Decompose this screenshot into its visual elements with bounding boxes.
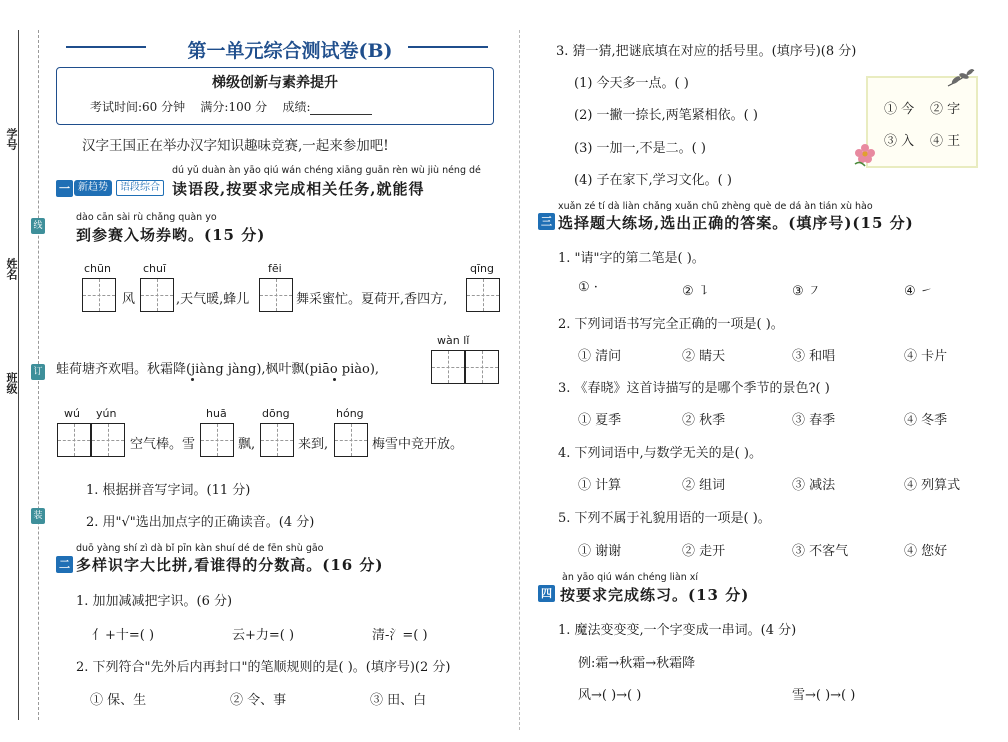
answer-1: ① 今 [884, 102, 915, 117]
pinyin-wu: wú [64, 407, 80, 420]
flower-decoration-icon [850, 142, 880, 168]
emphasis-dot-jiang [191, 378, 194, 381]
riddle-item-2: (2) 一撇一捺长,两笔紧相依。( ) [574, 108, 758, 123]
section-2-opt-1: ① 保、生 [90, 693, 147, 708]
student-id-label: 学号 [5, 128, 18, 150]
full-score: 满分:100 分 [200, 100, 268, 114]
section-3-number: 三 [538, 213, 555, 230]
text-dance: 舞采蜜忙。夏荷开,香四方, [296, 292, 448, 307]
riddle-item-4: (4) 子在家下,学习文化。( ) [574, 173, 732, 188]
section-1-title-1: 读语段,按要求完成相关任务,就能得 [172, 180, 425, 198]
s3-q2-opt1: ① 清问 [578, 349, 622, 364]
pinyin-yun: yún [96, 407, 117, 420]
score-blank[interactable] [310, 102, 372, 115]
class-label: 班级 [5, 372, 18, 394]
section-4-number: 四 [538, 585, 555, 602]
section-4-q1: 1. 魔法变变变,一个字变成一串词。(4 分) [558, 623, 797, 638]
text-laidao: 来到, [298, 437, 329, 452]
s3-q3-opt2: ② 秋季 [682, 413, 726, 428]
s3-q5-opt4: ④ 您好 [904, 544, 948, 559]
section-4-example: 例:霜→秋霜→秋霜降 [578, 656, 696, 671]
pinyin-dong: dōng [262, 407, 290, 420]
grid-yun[interactable] [91, 423, 125, 457]
section-3-pinyin: xuǎn zé tí dà liàn chǎng xuǎn chū zhèng què de dá àn tián xù hào [558, 201, 873, 212]
grid-qing[interactable] [466, 278, 500, 312]
leaf-decoration-icon [946, 66, 976, 90]
section-4-row-feng: 风→( )→( ) [578, 688, 642, 703]
section-2-number: 二 [56, 556, 73, 573]
s3-q2-opt3: ③ 和唱 [792, 349, 836, 364]
section-1-q1: 1. 根据拼音写字词。(11 分) [86, 483, 251, 498]
riddle-item-1: (1) 今天多一点。( ) [574, 76, 689, 91]
section-2-title: 多样识字大比拼,看谁得的分数高。(16 分) [76, 556, 384, 574]
page-divider [519, 30, 520, 730]
section-1-number: 一 [56, 180, 73, 197]
s3-q3: 3. 《春晓》这首诗描写的是哪个季节的景色?( ) [558, 381, 830, 396]
section-2-opt-3: ③ 田、白 [370, 693, 427, 708]
expr-3: 清-氵=( ) [372, 628, 428, 643]
grid-hong[interactable] [334, 423, 368, 457]
page-title: 第一单元综合测试卷(B) [187, 40, 393, 62]
s3-q1-opt2: ② ㇊ [682, 284, 711, 299]
seal-order-mark: 订 [31, 364, 45, 380]
s3-q1-opt4: ④ ㇀ [904, 284, 933, 299]
exam-info [90, 98, 372, 115]
s3-q3-opt4: ④ 冬季 [904, 413, 948, 428]
s3-q1-opt3: ③ ㇇ [792, 284, 821, 299]
answer-3: ③ 入 [884, 134, 915, 149]
expr-1: 亻+十=( ) [92, 628, 155, 643]
section-1-q2: 2. 用"√"选出加点字的正确读音。(4 分) [86, 515, 315, 530]
section-2-pinyin: duō yàng shí zì dà bǐ pīn kàn shuí dé de fēn shù gāo [76, 543, 324, 554]
grid-chun[interactable] [82, 278, 116, 312]
text-plum: 梅雪中竞开放。 [372, 437, 464, 452]
pinyin-hong: hóng [336, 407, 364, 420]
section-2-opt-2: ② 令、事 [230, 693, 287, 708]
grid-li[interactable] [465, 350, 499, 384]
seal-bind-mark: 装 [31, 508, 45, 524]
grid-fei[interactable] [259, 278, 293, 312]
intro-text: 汉字王国正在举办汉字知识趣味竞赛,一起来参加吧! [82, 138, 389, 154]
s3-q5-opt3: ③ 不客气 [792, 544, 849, 559]
score-label: 成绩: [282, 100, 311, 114]
section-3-title: 选择题大练场,选出正确的答案。(填序号)(15 分) [558, 214, 914, 232]
section-4-row-xue: 雪→( )→( ) [792, 688, 856, 703]
s3-q1: 1. "请"字的第二笔是( )。 [558, 251, 705, 266]
grid-wu[interactable] [57, 423, 91, 457]
section-4-pinyin: àn yāo qiú wán chéng liàn xí [562, 572, 699, 583]
pinyin-wanli: wàn lǐ [437, 334, 470, 347]
grid-wan[interactable] [431, 350, 465, 384]
new-trend-badge: 新趋势 [74, 180, 112, 196]
title-decoration-left [66, 46, 146, 48]
pinyin-qing: qīng [470, 262, 494, 275]
text-weather: ,天气暖,蜂儿 [176, 292, 250, 307]
section-1-pinyin-2: dào cān sài rù chǎng quàn yo [76, 212, 217, 223]
expr-2: 云+力=( ) [232, 628, 295, 643]
s3-q4-opt1: ① 计算 [578, 478, 622, 493]
answer-4: ④ 王 [930, 134, 961, 149]
s3-q4-opt3: ③ 减法 [792, 478, 836, 493]
text-line-2: 蛙荷塘齐欢唱。秋霜降(jiàng jàng),枫叶飘(piāo piào), [56, 362, 380, 377]
riddle-question: 3. 猜一猜,把谜底填在对应的括号里。(填序号)(8 分) [556, 44, 857, 59]
s3-q4-opt2: ② 组词 [682, 478, 726, 493]
emphasis-dot-piao [333, 378, 336, 381]
s3-q5: 5. 下列不属于礼貌用语的一项是( )。 [558, 511, 771, 526]
section-1-title-2: 到参赛入场券哟。(15 分) [76, 226, 266, 244]
pinyin-chui: chuī [143, 262, 167, 275]
s3-q3-opt1: ① 夏季 [578, 413, 622, 428]
s3-q3-opt3: ③ 春季 [792, 413, 836, 428]
text-piao: 飘, [238, 437, 256, 452]
grid-hua[interactable] [200, 423, 234, 457]
grid-dong[interactable] [260, 423, 294, 457]
exam-time: 考试时间:60 分钟 [90, 100, 186, 114]
riddle-item-3: (3) 一加一,不是二。( ) [574, 141, 706, 156]
seal-line-mark: 线 [31, 218, 45, 234]
text-feng: 风 [122, 292, 136, 307]
page-subtitle: 梯级创新与素养提升 [212, 75, 338, 91]
s3-q2-opt2: ② 睛天 [682, 349, 726, 364]
section-1-pinyin-1: dú yǔ duàn àn yāo qiú wán chéng xiāng guān rèn wù jiù néng dé [172, 165, 481, 176]
s3-q1-opt1: ① · [578, 280, 598, 295]
name-label: 姓名 [5, 258, 18, 280]
pinyin-fei: fēi [268, 262, 282, 275]
grid-chui[interactable] [140, 278, 174, 312]
paragraph-tag: 语段综合 [116, 180, 164, 196]
s3-q2: 2. 下列词语书写完全正确的一项是( )。 [558, 317, 784, 332]
s3-q4: 4. 下列词语中,与数学无关的是( )。 [558, 446, 762, 461]
s3-q5-opt1: ① 谢谢 [578, 544, 622, 559]
section-2-q2: 2. 下列符合"先外后内再封口"的笔顺规则的是( )。(填序号)(2 分) [76, 660, 451, 675]
text-sky: 空气棒。雪 [130, 437, 196, 452]
s3-q5-opt2: ② 走开 [682, 544, 726, 559]
answer-2: ② 字 [930, 102, 961, 117]
s3-q4-opt4: ④ 列算式 [904, 478, 961, 493]
pinyin-chun: chūn [84, 262, 111, 275]
pinyin-hua: huā [206, 407, 227, 420]
s3-q2-opt4: ④ 卡片 [904, 349, 948, 364]
section-4-title: 按要求完成练习。(13 分) [560, 586, 750, 604]
section-2-q1: 1. 加加减减把字识。(6 分) [76, 594, 233, 609]
